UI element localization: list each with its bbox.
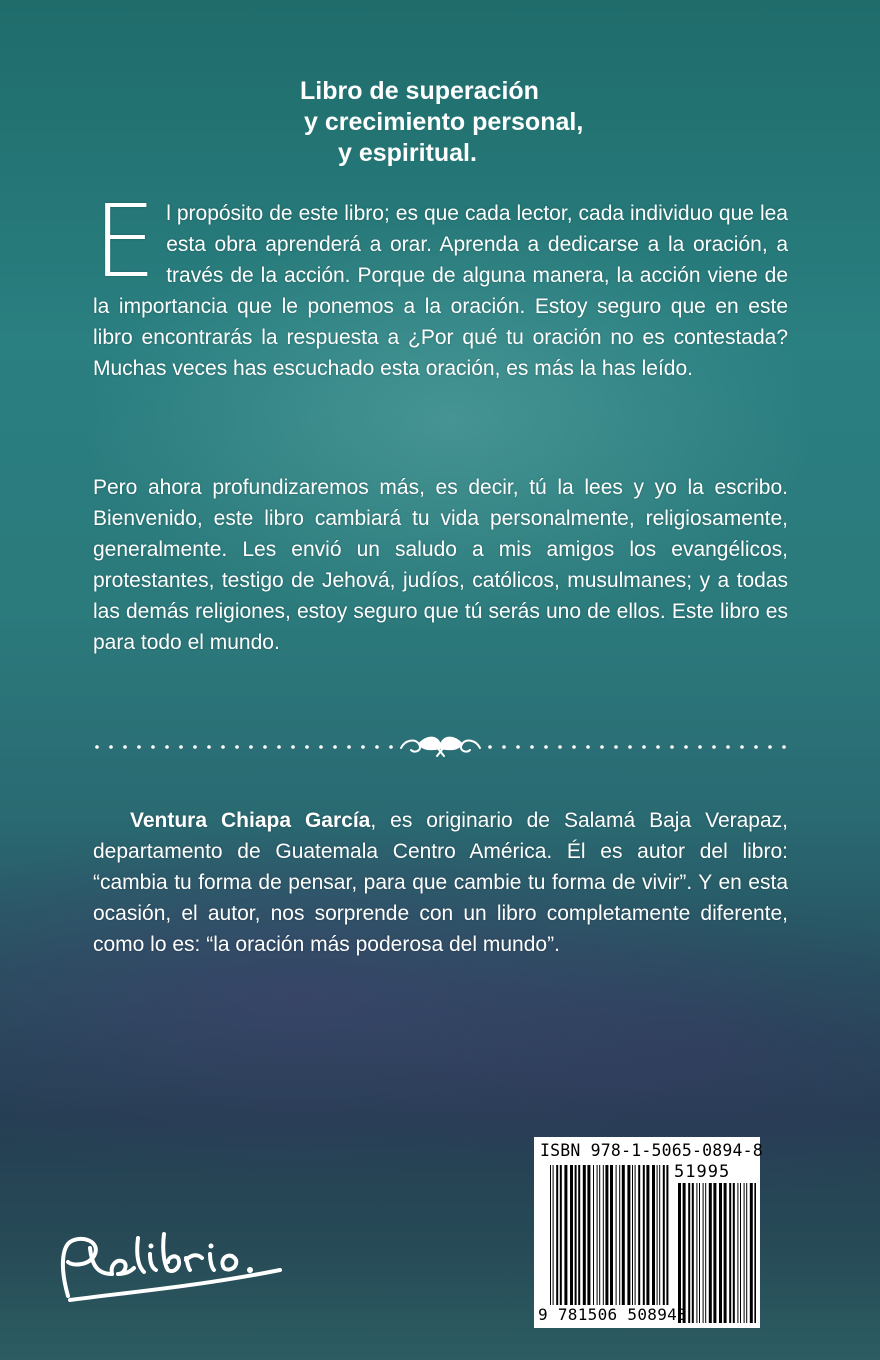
isbn-text: ISBN 978-1-5065-0894-8 xyxy=(540,1141,763,1160)
second-paragraph: Pero ahora profundizaremos más, es decir, tú la lees y yo la escribo. Bienvenido, este libro cambiará tu vida personalmente, religiosamente, generalmente. Les envió un saludo a mis amigos los evangélicos, protestantes, testigo de Jehová, judíos, católicos, musulmanes; y a todas las demás religiones, estoy seguro que tú serás uno de ellos. Este libro es para todo el mundo. xyxy=(93,476,788,654)
author-bio xyxy=(93,805,788,960)
intro-paragraph xyxy=(93,183,788,384)
isbn-barcode xyxy=(534,1137,763,1328)
dotted-line-right xyxy=(488,745,786,749)
author-bio-text: , es originario de Salamá Baja Verapaz, departamento de Guatemala Centro América. Él es autor del libro: “cambia tu forma de pensar, para que cambie tu forma de vivir”. Y en esta ocasión, el autor, nos sorprende con un libro completamente diferente, como lo es: “la oración más poderosa del mundo”. xyxy=(93,809,788,956)
leaf-ornament-icon xyxy=(401,738,480,756)
intro-text: l propósito de este libro; es que cada lector, cada individuo que lea esta obra aprenderá a orar. Aprenda a dedicarse a la oración, a través de la acción. Porque de alguna manera, la acción viene de la importancia que le ponemos a la oración. Estoy seguro que en este libro encontrarás la respuesta a ¿Por qué tu oración no es contestada? Muchas veces has escuchado esta oración, es más la has leído. xyxy=(93,202,788,380)
headline-line-2: y crecimiento personal, xyxy=(304,108,584,136)
author-name: Ventura Chiapa García xyxy=(130,809,371,832)
drop-cap: E xyxy=(93,183,157,300)
palibrio-logo xyxy=(50,1208,290,1308)
ean-digits: 9 781506 508948 xyxy=(538,1305,687,1324)
ornamental-divider xyxy=(93,728,788,768)
dotted-line-left xyxy=(95,745,393,749)
headline-line-3: y espiritual. xyxy=(338,139,477,167)
cover-headline xyxy=(300,76,600,169)
headline-line-1: Libro de superación xyxy=(300,77,539,105)
price-code: 51995 xyxy=(674,1162,731,1182)
